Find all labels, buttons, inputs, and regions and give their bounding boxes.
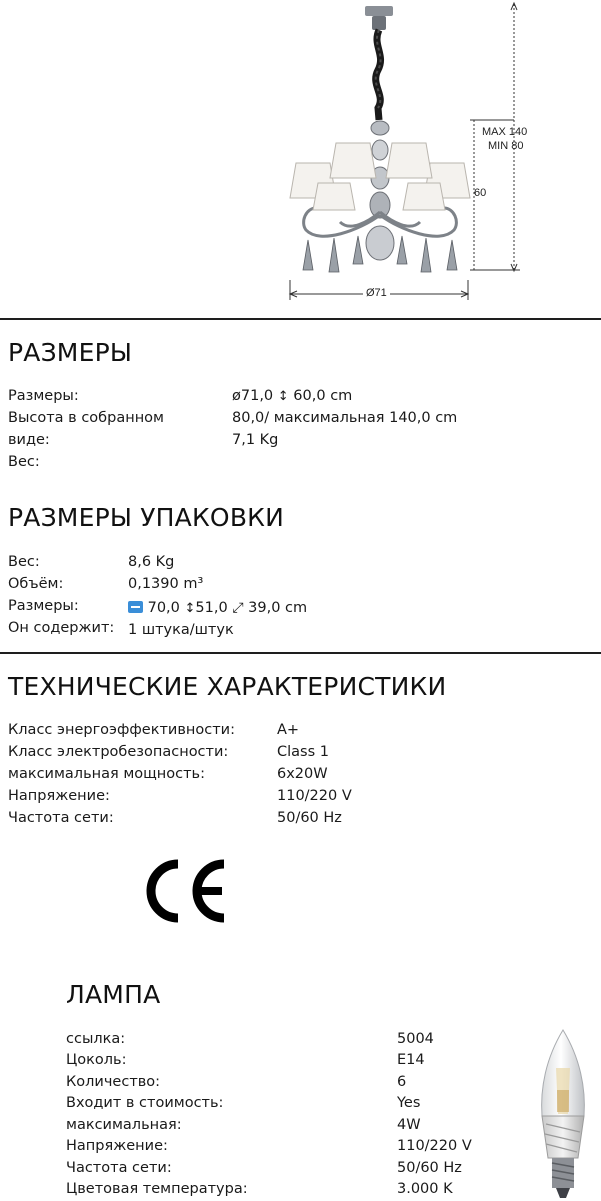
tech-value: Class 1	[277, 744, 329, 760]
section-title-lamp: ЛАМПА	[66, 980, 161, 1009]
lamp-value: 6	[397, 1074, 407, 1090]
dim-height-value: 80,0/ максимальная 140,0 cm	[232, 410, 458, 426]
lamp-label: Цветовая температура:	[66, 1181, 248, 1197]
dim-height-label: 60	[474, 187, 487, 199]
package-content-value: 1 штука/штук	[128, 622, 234, 638]
tech-label: Частота сети:	[8, 810, 114, 826]
package-weight-value: 8,6 Kg	[128, 554, 175, 570]
height-arrow-icon: ↕	[277, 389, 289, 404]
height-value: 60,0 cm	[293, 388, 353, 404]
dim-min-label: MIN 80	[488, 140, 524, 152]
dim-width-label: Ø71	[363, 287, 390, 299]
tech-label: максимальная мощность:	[8, 766, 205, 782]
dim-max-label: MAX 140	[482, 126, 528, 138]
lamp-value: 50/60 Hz	[397, 1160, 462, 1176]
chandelier-drawing	[0, 0, 601, 318]
height-arrow-icon: ↕	[184, 601, 196, 616]
section-title-dimensions: РАЗМЕРЫ	[8, 338, 133, 367]
tech-label: Класс энергоэффективности:	[8, 722, 235, 738]
dim-label: Размеры:	[8, 388, 79, 404]
lamp-label: Входит в стоимость:	[66, 1095, 224, 1111]
lamp-label: Напряжение:	[66, 1138, 168, 1154]
dim-label: Вес:	[8, 454, 40, 470]
lamp-label: Цоколь:	[66, 1052, 127, 1068]
lamp-value: 4W	[397, 1117, 421, 1133]
diameter-value: ø71,0	[232, 388, 274, 404]
divider	[0, 318, 601, 320]
tech-value: A+	[277, 722, 300, 738]
package-label: Вес:	[8, 554, 40, 570]
package-volume-value: 0,1390 m³	[128, 576, 204, 592]
lamp-value: E14	[397, 1052, 425, 1068]
ce-mark-icon	[140, 858, 228, 924]
lamp-value: 110/220 V	[397, 1138, 472, 1154]
lamp-value: 3.000 K	[397, 1181, 453, 1197]
depth-arrow-icon: ⤢	[232, 600, 244, 616]
tech-value: 50/60 Hz	[277, 810, 342, 826]
package-depth: 39,0 cm	[248, 600, 308, 616]
tech-value: 6x20W	[277, 766, 328, 782]
lamp-label: максимальная:	[66, 1117, 182, 1133]
package-label: Он содержит:	[8, 620, 115, 636]
lamp-value: 5004	[397, 1031, 434, 1047]
divider	[0, 652, 601, 654]
lamp-label: ссылка:	[66, 1031, 126, 1047]
section-title-technical: ТЕХНИЧЕСКИЕ ХАРАКТЕРИСТИКИ	[8, 672, 447, 701]
dim-label: виде:	[8, 432, 50, 448]
package-height: 51,0	[195, 600, 228, 616]
package-width: 70,0	[147, 600, 180, 616]
dim-size-value	[232, 386, 352, 408]
width-arrow-icon	[128, 601, 143, 613]
dim-label: Высота в собранном	[8, 410, 164, 426]
product-diagram	[0, 0, 601, 318]
dim-weight-value: 7,1 Kg	[232, 432, 279, 448]
tech-label: Класс электробезопасности:	[8, 744, 229, 760]
tech-value: 110/220 V	[277, 788, 352, 804]
section-title-package: РАЗМЕРЫ УПАКОВКИ	[8, 503, 285, 532]
tech-label: Напряжение:	[8, 788, 110, 804]
package-label: Объём:	[8, 576, 64, 592]
lamp-value: Yes	[397, 1095, 421, 1111]
package-size-value	[128, 598, 307, 620]
package-label: Размеры:	[8, 598, 79, 614]
bulb-image	[528, 1028, 598, 1200]
lamp-label: Количество:	[66, 1074, 161, 1090]
lamp-label: Частота сети:	[66, 1160, 172, 1176]
